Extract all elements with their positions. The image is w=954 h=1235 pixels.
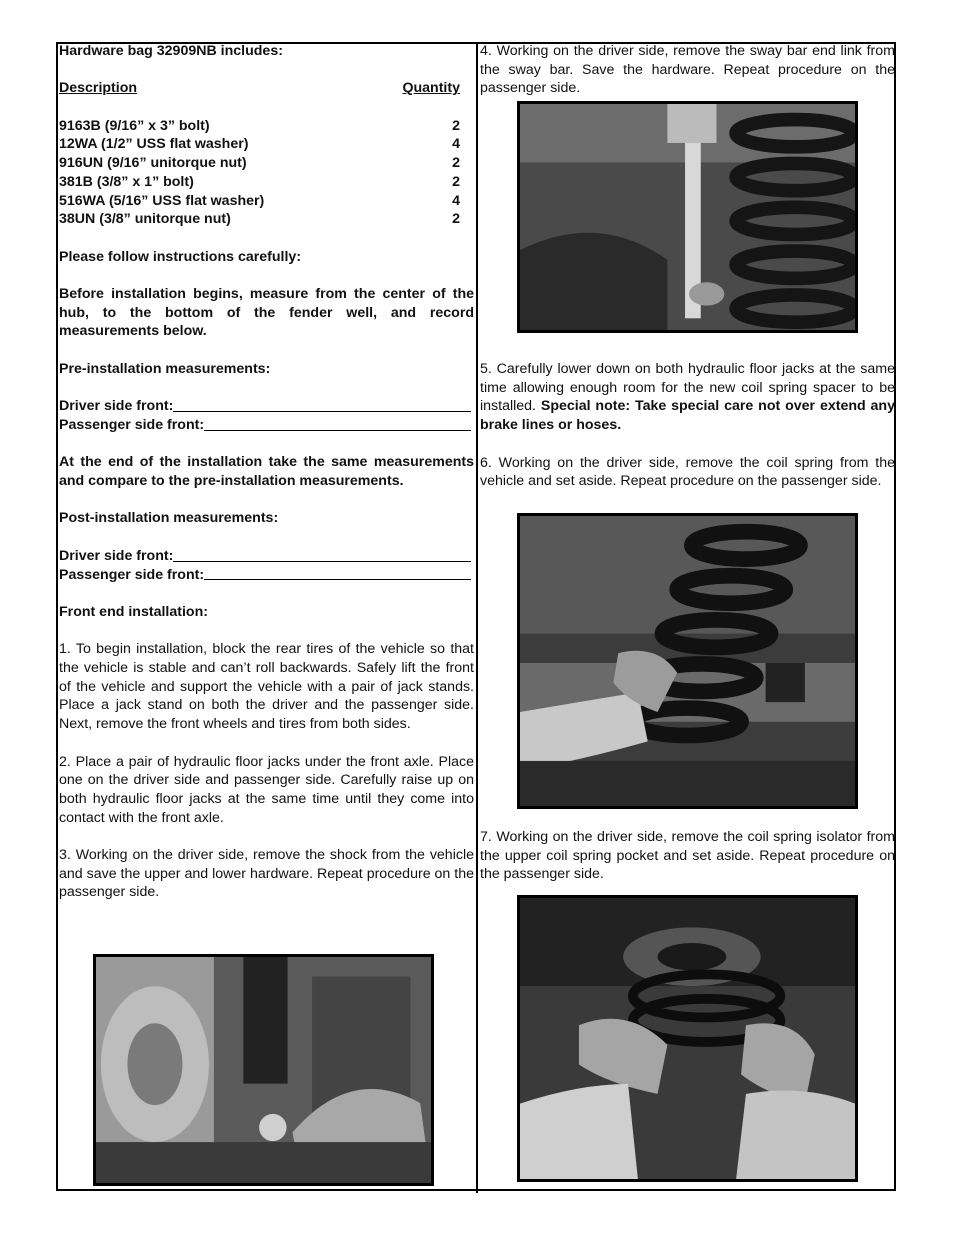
right-column <box>480 42 895 98</box>
hardware-item <box>59 154 474 173</box>
item-qty: 2 <box>452 155 460 172</box>
item-desc: 916UN (9/16” unitorque nut) <box>59 155 247 172</box>
coil-spring-removal-photo <box>517 513 858 809</box>
coil-spring-isolator-photo <box>517 895 858 1182</box>
column-divider <box>476 42 478 1193</box>
left-column <box>59 42 474 902</box>
driver-label: Driver side front: <box>59 547 174 564</box>
item-desc: 38UN (3/8” unitorque nut) <box>59 211 231 228</box>
item-desc: 9163B (9/16” x 3” bolt) <box>59 117 210 134</box>
step-4: 4. Working on the driver side, remove the sway bar end link from the sway bar. Save the hardware. Repeat procedure on the passenger side. <box>480 43 895 97</box>
passenger-label: Passenger side front: <box>59 566 205 583</box>
end-of-installation-note: At the end of the installation take the same measurements and compare to the pre-installation measurements. <box>59 454 474 490</box>
follow-instructions: Please follow instructions carefully: <box>59 248 302 265</box>
post-driver-measurement <box>59 547 474 566</box>
pre-passenger-measurement <box>59 416 474 435</box>
item-qty: 2 <box>452 211 460 228</box>
item-desc: 12WA (1/2” USS flat washer) <box>59 136 249 153</box>
item-qty: 2 <box>452 117 460 134</box>
post-installation-title: Post-installation measurements: <box>59 510 279 527</box>
quantity-header: Quantity <box>402 80 460 97</box>
post-passenger-measurement <box>59 566 474 585</box>
hardware-item <box>59 135 474 154</box>
hardware-title: Hardware bag 32909NB includes: <box>59 43 283 59</box>
before-installation-note: Before installation begins, measure from the center of the hub, to the bottom of the fender well, and record measurements below. <box>59 286 474 340</box>
hardware-header-row <box>59 79 474 98</box>
item-qty: 4 <box>452 136 460 153</box>
hardware-item <box>59 210 474 229</box>
description-header: Description <box>59 80 138 97</box>
sway-bar-photo <box>517 101 858 333</box>
item-desc: 381B (3/8” x 1” bolt) <box>59 173 194 190</box>
item-qty: 4 <box>452 192 460 209</box>
blank-line <box>173 397 471 412</box>
driver-label: Driver side front: <box>59 398 174 415</box>
blank-line <box>204 566 471 581</box>
item-desc: 516WA (5/16” USS flat washer) <box>59 192 265 209</box>
item-qty: 2 <box>452 173 460 190</box>
step-7: 7. Working on the driver side, remove the coil spring isolator from the upper coil spring pocket and set aside. Repeat procedure on the passenger side. <box>480 829 895 883</box>
pre-installation-title: Pre-installation measurements: <box>59 360 271 377</box>
right-column-step-7 <box>480 828 895 884</box>
hardware-item <box>59 192 474 211</box>
blank-line <box>173 547 471 562</box>
step-5 <box>480 360 895 435</box>
blank-line <box>204 416 471 431</box>
step-5-special-note: Special note: Take special care not over extend any brake lines or hoses. <box>480 398 895 434</box>
step-2: 2. Place a pair of hydraulic floor jacks under the front axle. Place one on the driver side and passenger side. Carefully raise up on both hydraulic floor jacks at the same time until they come into contact with the front axle. <box>59 753 474 826</box>
pre-driver-measurement <box>59 397 474 416</box>
hardware-item <box>59 173 474 192</box>
right-column-step-5 <box>480 360 895 491</box>
step-6: 6. Working on the driver side, remove the coil spring from the vehicle and set aside. Repeat procedure on the passenger side. <box>480 454 895 490</box>
front-end-title: Front end installation: <box>59 603 208 620</box>
shock-removal-photo <box>93 954 434 1186</box>
hardware-item <box>59 117 474 136</box>
step-1: 1. To begin installation, block the rear tires of the vehicle so that the vehicle is stable and can’t roll backwards. Safely lift the front of the vehicle and support the vehicle with a pair of jack stands. Place a jack stand on both the driver and the passenger side. Next, remove the front wheels and tires from both sides. <box>59 641 474 733</box>
step-3: 3. Working on the driver side, remove the shock from the vehicle and save the upper and lower hardware. Repeat procedure on the passenger side. <box>59 847 474 901</box>
step-5-text: 5. Carefully lower down on both hydraulic floor jacks at the same time allowing enough room for the new coil spring spacer to be installed. <box>480 361 895 415</box>
passenger-label: Passenger side front: <box>59 416 205 433</box>
